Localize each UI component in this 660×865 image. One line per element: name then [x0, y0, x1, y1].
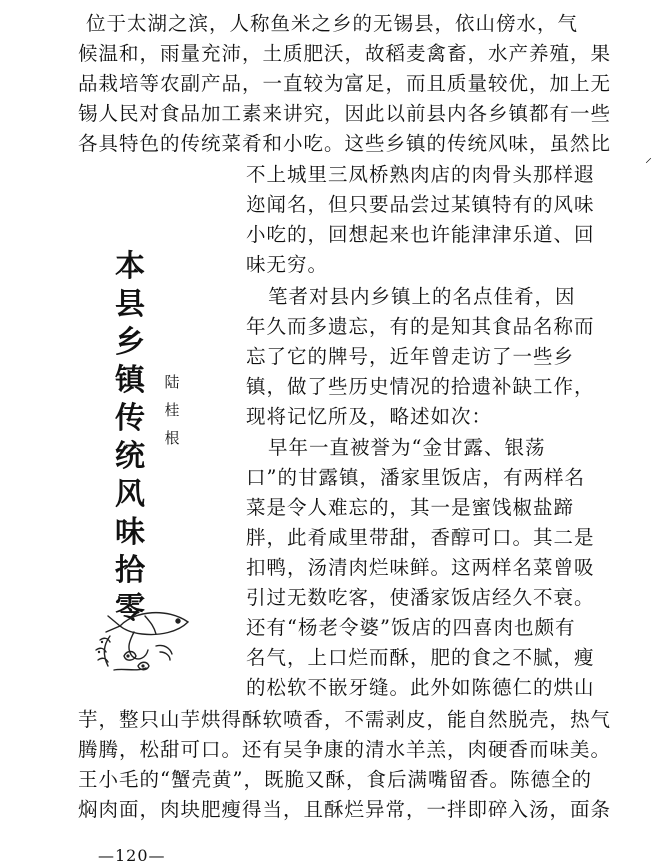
margin-mark: ⸝ — [645, 150, 652, 166]
article-title — [112, 248, 148, 628]
text-line: 各具特色的传统菜肴和小吃。这些乡镇的传统风味，虽然比 — [78, 132, 612, 155]
title-char: 本 — [115, 249, 145, 284]
title-char: 拾 — [115, 553, 145, 588]
text-line: 镇，做了些历史情况的拾遗补缺工作， — [246, 375, 595, 398]
text-line: 名气，上口烂而酥，肥的食之不腻，瘦 — [246, 646, 595, 669]
text-line: 胖，此肴咸里带甜，香醇可口。其二是 — [246, 526, 595, 549]
text-line: 还有“杨老令婆”饭店的四喜肉也颇有 — [246, 616, 576, 639]
title-char: 乡 — [115, 325, 145, 360]
text-line: 候温和，雨量充沛，土质肥沃，故稻麦禽畜，水产养殖，果 — [78, 42, 612, 65]
text-line: 菜是令人难忘的，其一是蜜饯椒盐蹄 — [246, 496, 575, 519]
text-line: 王小毛的“蟹壳黄”，既脆又酥，食后满嘴留香。陈德全的 — [78, 768, 592, 791]
title-char: 统 — [115, 439, 145, 474]
text-line: 品栽培等农副产品，一直较为富足，而且质量较优，加上无 — [78, 72, 612, 95]
author-char: 根 — [164, 429, 180, 447]
title-char: 风 — [115, 477, 145, 512]
page-number: —120— — [98, 846, 166, 865]
text-line: 迩闻名，但只要品尝过某镇特有的风味 — [246, 193, 595, 216]
text-line: 早年一直被誉为“金甘露、银荡 — [268, 436, 546, 459]
author-char: 陆 — [164, 373, 180, 391]
title-char: 县 — [115, 287, 145, 322]
text-line: 口”的甘露镇，潘家里饭店，有两样名 — [246, 466, 585, 489]
author-name — [162, 368, 182, 452]
text-line: 年久而多遗忘，有的是知其食品名称而 — [246, 315, 595, 338]
text-line: 焖肉面，肉块肥瘦得当，且酥烂异常，一拌即碎入汤，面条 — [78, 798, 612, 821]
text-line: 锡人民对食品加工素来讲究，因此以前县内各乡镇都有一些 — [78, 102, 612, 125]
text-line: 小吃的，回想起来也许能津津乐道、回 — [246, 223, 595, 246]
title-char: 镇 — [115, 363, 145, 398]
text-line: 笔者对县内乡镇上的名点佳肴，因 — [268, 285, 576, 308]
title-char: 味 — [115, 515, 145, 550]
title-char: 传 — [115, 401, 145, 436]
text-line: 腾腾，松甜可口。还有吴争康的清水羊羔，肉硬香而味美。 — [78, 738, 612, 761]
text-line: 芋，整只山芋烘得酥软喷香，不需剥皮，能自然脱壳，热气 — [78, 708, 612, 731]
text-line: 现将记忆所及，略述如次： — [246, 405, 493, 428]
text-line: 忘了它的牌号，近年曾走访了一些乡 — [246, 345, 575, 368]
text-line: 不上城里三凤桥熟肉店的肉骨头那样遐 — [246, 163, 595, 186]
title-char: 零 — [115, 591, 145, 626]
fish-flower-illustration-icon — [90, 596, 200, 678]
text-line: 的松软不嵌牙缝。此外如陈德仁的烘山 — [246, 676, 595, 699]
text-line: 味无穷。 — [246, 253, 329, 276]
author-char: 桂 — [164, 401, 180, 419]
text-line: 位于太湖之滨，人称鱼米之乡的无锡县，依山傍水，气 — [86, 12, 579, 35]
text-line: 引过无数吃客，使潘家饭店经久不衰。 — [246, 586, 595, 609]
text-line: 扣鸭，汤清肉烂味鲜。这两样名菜曾吸 — [246, 556, 595, 579]
